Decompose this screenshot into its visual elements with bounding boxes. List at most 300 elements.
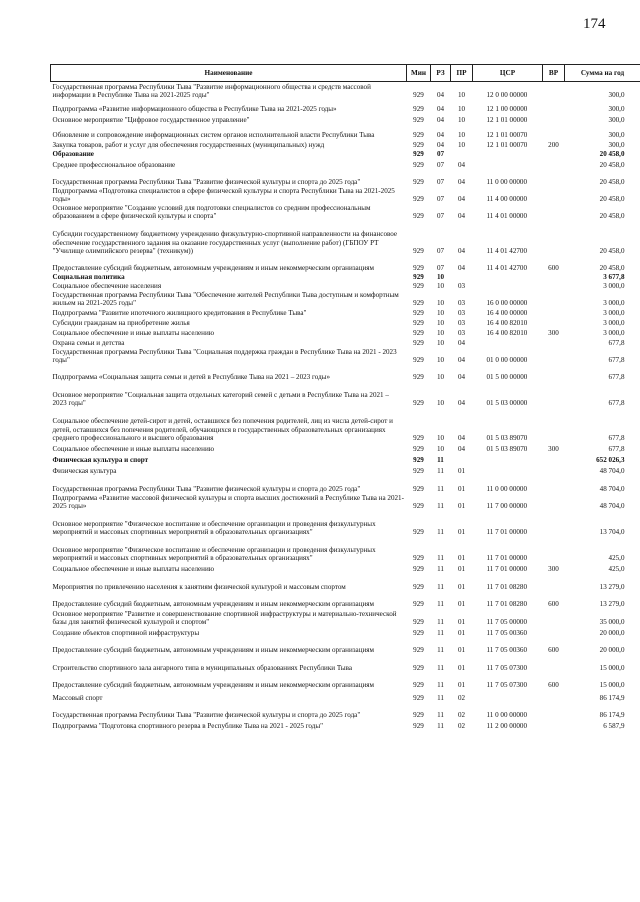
cell-min: 929 (413, 373, 424, 382)
cell-sum: 300,0 (608, 141, 625, 150)
cell-pr: 10 (457, 116, 466, 125)
cell-rz: 11 (437, 629, 444, 638)
cell-csr: 11 7 00 00000 (486, 502, 528, 511)
cell-name: Предоставление субсидий бюджетным, автономным учреждениям и иным некоммерческим организациям (52, 600, 375, 609)
cell-min: 929 (413, 485, 424, 494)
cell-name: Государственная программа Республики Тыва "Развитие физической культуры и спорта до 2025 года" (52, 485, 361, 494)
cell-sum: 20 000,0 (599, 646, 625, 655)
cell-sum: 425,0 (608, 554, 625, 563)
cell-sum: 20 458,0 (599, 150, 625, 159)
cell-pr: 01 (457, 467, 466, 476)
cell-sum: 3 677,8 (603, 273, 625, 282)
cell-name: Массовый спорт (52, 694, 103, 703)
cell-min: 929 (413, 467, 424, 476)
table-row (51, 609, 640, 627)
cell-vr (543, 159, 565, 170)
cell-rz: 07 (436, 264, 445, 273)
cell-sum: 300,0 (608, 131, 625, 140)
cell-name: Основное мероприятие "Социальная защита отдельных категорий семей с детьми в Республике Тыва на 2021 – 2023 годы" (52, 390, 389, 408)
cell-min: 929 (413, 91, 424, 100)
cell-rz: 07 (436, 247, 445, 256)
table-row (51, 592, 640, 609)
cell-vr (543, 221, 565, 256)
cell-pr: 04 (457, 434, 466, 443)
cell-name: Основное мероприятие "Физическое воспитание и обеспечение организации и проведения физкультурных мероприятий и массовых спортивных мероприятий в образовательных организациях" (52, 545, 376, 563)
cell-rz: 11 (437, 554, 444, 563)
cell-pr: 01 (457, 583, 466, 592)
cell-sum: 425,0 (608, 565, 625, 574)
cell-rz: 11 (437, 467, 444, 476)
cell-sum: 300,0 (608, 91, 625, 100)
cell-min: 929 (413, 105, 424, 114)
cell-rz: 11 (437, 583, 444, 592)
cell-name: Подпрограмма «Развитие массовой физической культуры и спорта высших достижений в Республике Тыва на 2021-2025 годы» (52, 493, 404, 511)
cell-sum: 677,8 (608, 356, 625, 365)
cell-min: 929 (413, 131, 424, 140)
cell-sum: 35 000,0 (599, 618, 625, 627)
cell-sum: 3 000,0 (603, 329, 625, 338)
cell-rz: 04 (436, 131, 445, 140)
cell-vr (543, 100, 565, 114)
cell-vr: 300 (548, 329, 559, 338)
cell-min: 929 (413, 664, 424, 673)
cell-sum: 300,0 (608, 116, 625, 125)
cell-min: 929 (413, 339, 424, 348)
cell-rz: 07 (436, 161, 445, 170)
cell-sum: 677,8 (608, 373, 625, 382)
cell-pr: 03 (457, 299, 466, 308)
cell-name: Образование (52, 150, 94, 159)
cell-sum: 20 458,0 (599, 178, 625, 187)
cell-pr: 10 (457, 105, 466, 114)
cell-csr: 11 7 05 00000 (486, 618, 528, 627)
cell-vr (543, 282, 565, 291)
cell-vr (543, 204, 565, 221)
cell-csr: 11 7 05 07300 (486, 681, 528, 690)
header-rz: РЗ (431, 65, 451, 82)
cell-min: 929 (413, 212, 424, 221)
header-vr: ВР (543, 65, 565, 82)
cell-rz: 04 (436, 116, 445, 125)
cell-name: Создание объектов спортивной инфраструктуры (52, 629, 200, 638)
cell-csr: 11 7 05 00360 (486, 629, 528, 638)
cell-min: 929 (413, 356, 424, 365)
cell-min: 929 (413, 116, 424, 125)
cell-pr: 04 (457, 373, 466, 382)
cell-name: Среднее профессиональное образование (52, 161, 176, 170)
table-body (51, 82, 640, 731)
cell-pr: 04 (457, 264, 466, 273)
table-row (51, 308, 640, 318)
cell-pr: 04 (457, 445, 466, 454)
cell-min: 929 (413, 600, 424, 609)
table-row (51, 114, 640, 125)
cell-csr: 11 7 01 00000 (486, 528, 528, 537)
cell-sum: 48 704,0 (599, 467, 625, 476)
cell-sum: 86 174,9 (599, 711, 625, 720)
header-pr: ПР (451, 65, 473, 82)
cell-sum: 20 000,0 (599, 629, 625, 638)
cell-name: Строительство спортивного зала ангарного типа в муниципальных образованиях Республики Тыва (52, 664, 352, 673)
cell-rz: 11 (437, 722, 444, 731)
cell-vr (543, 382, 565, 408)
cell-pr: 01 (457, 681, 466, 690)
header-csr: ЦСР (473, 65, 543, 82)
table-row (51, 187, 640, 204)
cell-csr: 12 1 01 00070 (486, 141, 528, 150)
cell-pr: 10 (457, 91, 466, 100)
cell-name: Государственная программа Республики Тыва "Развитие информационного общества и средств массовой информации в Республике Тыва на 2021-2025 годы" (52, 82, 371, 100)
table-row (51, 511, 640, 537)
cell-name: Государственная программа Республики Тыва "Социальная поддержка граждан в Республике Тыва на 2021 - 2023 годы" (52, 347, 397, 365)
header-min: Мин (407, 65, 431, 82)
cell-csr: 01 5 03 00000 (486, 399, 528, 408)
cell-name: Государственная программа Республики Тыва "Обеспечение жителей Республики Тыва доступным и комфортным жильем на 2021-2025 годы" (52, 290, 399, 308)
table-row (51, 673, 640, 690)
cell-csr: 11 7 01 00000 (486, 554, 528, 563)
cell-csr: 01 5 03 89070 (486, 434, 528, 443)
cell-min: 929 (413, 434, 424, 443)
cell-pr: 02 (457, 694, 466, 703)
cell-vr (543, 627, 565, 638)
cell-vr (543, 703, 565, 720)
cell-min: 929 (413, 150, 424, 159)
cell-rz: 10 (436, 356, 445, 365)
cell-csr: 11 4 00 00000 (486, 195, 528, 204)
cell-sum: 48 704,0 (599, 485, 625, 494)
table-row (51, 408, 640, 443)
cell-name: Основное мероприятие "Цифровое государственное управление" (52, 116, 250, 125)
cell-sum: 13 279,0 (599, 583, 625, 592)
table-row (51, 348, 640, 365)
cell-rz: 10 (436, 273, 445, 282)
cell-csr: 12 1 01 00000 (486, 116, 528, 125)
table-row (51, 443, 640, 454)
table-row (51, 465, 640, 476)
cell-pr: 04 (457, 178, 466, 187)
table-row (51, 170, 640, 187)
cell-pr: 01 (457, 664, 466, 673)
cell-csr (473, 273, 543, 282)
cell-name: Социальное обеспечение детей-сирот и детей, оставшихся без попечения родителей, лиц из числа детей-сирот и детей, оставшихся без попечения родителей, обучающихся в государственных образовательных организациях среднего профессионального и высшего образования (52, 417, 393, 443)
table-row (51, 328, 640, 338)
cell-pr: 10 (457, 131, 466, 140)
cell-csr: 11 0 00 00000 (486, 485, 528, 494)
cell-rz: 10 (436, 282, 445, 291)
cell-vr (543, 537, 565, 563)
cell-sum: 3 000,0 (603, 299, 625, 308)
cell-name: Подпрограмма «Социальная защита семьи и детей в Республике Тыва на 2021 – 2023 годы» (52, 373, 330, 382)
cell-pr: 01 (457, 485, 466, 494)
cell-pr: 03 (457, 282, 466, 291)
table-row (51, 655, 640, 673)
table-row (51, 204, 640, 221)
cell-csr: 11 4 01 00000 (486, 212, 528, 221)
cell-rz: 11 (437, 456, 444, 465)
cell-vr (543, 465, 565, 476)
cell-rz: 11 (437, 502, 444, 511)
cell-min: 929 (413, 583, 424, 592)
cell-pr: 01 (457, 528, 466, 537)
cell-csr: 12 1 00 00000 (486, 105, 528, 114)
cell-csr (473, 159, 543, 170)
cell-rz: 10 (436, 319, 445, 328)
cell-pr: 01 (457, 502, 466, 511)
cell-rz: 07 (436, 150, 445, 159)
cell-name: Основное мероприятие "Физическое воспитание и обеспечение организации и проведения физкультурных мероприятий и массовых спортивных мероприятий в образовательных организациях" (52, 519, 376, 537)
cell-sum: 20 458,0 (599, 212, 625, 221)
cell-rz: 10 (436, 445, 445, 454)
cell-min: 929 (413, 141, 424, 150)
cell-rz: 10 (436, 309, 445, 318)
cell-vr: 600 (548, 681, 559, 690)
cell-rz: 11 (437, 600, 444, 609)
cell-csr: 11 4 01 42700 (486, 247, 528, 256)
cell-name: Государственная программа Республики Тыва "Развитие физической культуры и спорта до 2025 года" (52, 711, 361, 720)
cell-min: 929 (413, 565, 424, 574)
table-row (51, 563, 640, 574)
cell-pr: 01 (457, 629, 466, 638)
cell-sum: 15 000,0 (599, 664, 625, 673)
cell-pr: 04 (457, 247, 466, 256)
cell-sum: 3 000,0 (603, 282, 625, 291)
cell-rz: 11 (437, 664, 444, 673)
cell-csr: 16 4 00 00000 (486, 309, 528, 318)
cell-name: Субсидии гражданам на приобретение жилья (52, 319, 190, 328)
cell-name: Обновление и сопровождение информационных систем органов исполнительной власти Республики Тыва (52, 131, 375, 140)
cell-name: Подпрограмма «Подготовка специалистов в сфере физической культуры и спорта Республики Тыва на 2021-2025 годы» (52, 186, 395, 204)
table-row (51, 338, 640, 348)
cell-name: Основное мероприятие "Развитие и совершенствование спортивной инфраструктуры и материально-технической базы для занятий физической культурой и спортом" (52, 609, 397, 627)
cell-csr: 11 7 05 07300 (486, 664, 528, 673)
cell-min: 929 (413, 399, 424, 408)
cell-rz: 04 (436, 105, 445, 114)
cell-csr: 11 0 00 00000 (486, 178, 528, 187)
page-number: 174 (583, 16, 606, 32)
cell-csr: 11 7 05 00360 (486, 646, 528, 655)
cell-rz: 11 (437, 618, 444, 627)
cell-pr: 04 (457, 399, 466, 408)
cell-min: 929 (413, 299, 424, 308)
cell-csr: 12 1 01 00070 (486, 131, 528, 140)
cell-name: Мероприятия по привлечению населения к занятиям физической культурой и массовым спортом (52, 583, 346, 592)
cell-min: 929 (413, 195, 424, 204)
cell-csr: 16 4 00 82010 (486, 319, 528, 328)
cell-min: 929 (413, 618, 424, 627)
cell-csr: 16 4 00 82010 (486, 329, 528, 338)
cell-name: Предоставление субсидий бюджетным, автономным учреждениям и иным некоммерческим организациям (52, 681, 375, 690)
cell-sum: 3 000,0 (603, 319, 625, 328)
cell-vr (543, 720, 565, 731)
cell-name: Социальное обеспечение и иные выплаты населению (52, 329, 215, 338)
table-row (51, 494, 640, 511)
cell-vr (543, 273, 565, 282)
table-row (51, 273, 640, 282)
cell-sum: 86 174,9 (599, 694, 625, 703)
cell-csr: 11 7 01 08280 (486, 583, 528, 592)
cell-sum: 677,8 (608, 434, 625, 443)
cell-vr (543, 338, 565, 348)
cell-vr (543, 291, 565, 308)
cell-sum: 20 458,0 (599, 195, 625, 204)
cell-pr (451, 150, 473, 159)
cell-vr (543, 609, 565, 627)
cell-vr (543, 655, 565, 673)
table-row (51, 703, 640, 720)
cell-vr (543, 82, 565, 100)
table-row (51, 318, 640, 328)
cell-min: 929 (413, 456, 424, 465)
cell-min: 929 (413, 554, 424, 563)
cell-vr (543, 476, 565, 494)
cell-rz: 11 (437, 646, 444, 655)
cell-rz: 10 (436, 399, 445, 408)
cell-min: 929 (413, 646, 424, 655)
cell-pr: 04 (457, 339, 466, 348)
table-row (51, 454, 640, 465)
cell-min: 929 (413, 528, 424, 537)
table-row (51, 365, 640, 382)
cell-vr (543, 114, 565, 125)
table-row (51, 150, 640, 159)
cell-vr: 200 (548, 141, 559, 150)
cell-name: Охрана семьи и детства (52, 339, 125, 348)
header-sum: Сумма на год (565, 65, 640, 82)
cell-name: Закупка товаров, работ и услуг для обеспечения государственных (муниципальных) нужд (52, 141, 325, 150)
cell-csr (473, 282, 543, 291)
cell-vr (543, 574, 565, 592)
cell-vr (543, 170, 565, 187)
table-row (51, 638, 640, 655)
table-row (51, 537, 640, 563)
cell-pr: 04 (457, 212, 466, 221)
cell-name: Предоставление субсидий бюджетным, автономным учреждениям и иным некоммерческим организациям (52, 646, 375, 655)
table-row (51, 291, 640, 308)
budget-table (50, 64, 640, 731)
cell-min: 929 (413, 722, 424, 731)
cell-name: Подпрограмма "Подготовка спортивного резерва в Республике Тыва на 2021 - 2025 годы" (52, 722, 323, 731)
cell-name: Подпрограмма «Развитие информационного общества в Республике Тыва на 2021-2025 годы» (52, 105, 337, 114)
cell-vr (543, 454, 565, 465)
cell-pr (451, 273, 473, 282)
cell-rz: 11 (437, 681, 444, 690)
cell-csr (473, 338, 543, 348)
cell-name: Физическая культура и спорт (52, 456, 149, 465)
cell-pr: 04 (457, 195, 466, 204)
cell-name: Социальная политика (52, 273, 125, 282)
cell-name: Основное мероприятие "Создание условий для подготовки специалистов со средним профессиональным образованием в сфере физической культуры и спорта" (52, 203, 371, 221)
cell-min: 929 (413, 282, 424, 291)
table-row (51, 256, 640, 273)
cell-name: Государственная программа Республики Тыва "Развитие физической культуры и спорта до 2025 года" (52, 178, 361, 187)
cell-min: 929 (413, 161, 424, 170)
table-row (51, 476, 640, 494)
cell-csr: 11 0 00 00000 (486, 711, 528, 720)
cell-vr (543, 348, 565, 365)
cell-sum: 677,8 (608, 339, 625, 348)
cell-csr: 11 4 01 42700 (486, 264, 528, 273)
cell-vr (543, 494, 565, 511)
cell-vr (543, 187, 565, 204)
cell-name: Социальное обеспечение и иные выплаты населению (52, 445, 215, 454)
cell-min: 929 (413, 502, 424, 511)
cell-min: 929 (413, 329, 424, 338)
table-row (51, 627, 640, 638)
cell-vr (543, 150, 565, 159)
cell-sum: 48 704,0 (599, 502, 625, 511)
cell-sum: 6 587,9 (603, 722, 625, 731)
cell-csr (473, 465, 543, 476)
cell-rz: 11 (437, 485, 444, 494)
cell-rz: 11 (437, 565, 444, 574)
cell-csr: 01 5 00 00000 (486, 373, 528, 382)
cell-min: 929 (413, 681, 424, 690)
cell-csr: 11 2 00 00000 (486, 722, 528, 731)
cell-csr (473, 150, 543, 159)
cell-vr (543, 365, 565, 382)
cell-sum: 20 458,0 (599, 264, 625, 273)
cell-pr: 01 (457, 565, 466, 574)
cell-pr: 01 (457, 600, 466, 609)
cell-sum: 300,0 (608, 105, 625, 114)
cell-csr: 11 7 01 08280 (486, 600, 528, 609)
cell-min: 929 (413, 319, 424, 328)
cell-pr (451, 454, 473, 465)
cell-pr: 03 (457, 309, 466, 318)
cell-rz: 11 (437, 711, 444, 720)
cell-name: Социальное обеспечение населения (52, 282, 162, 291)
table-row (51, 125, 640, 140)
cell-vr (543, 408, 565, 443)
cell-sum: 15 000,0 (599, 681, 625, 690)
cell-vr (543, 318, 565, 328)
cell-min: 929 (413, 629, 424, 638)
cell-sum: 13 279,0 (599, 600, 625, 609)
cell-sum: 13 704,0 (599, 528, 625, 537)
cell-csr (473, 690, 543, 703)
cell-sum: 20 458,0 (599, 161, 625, 170)
cell-rz: 10 (436, 373, 445, 382)
cell-name: Предоставление субсидий бюджетным, автономным учреждениям и иным некоммерческим организациям (52, 264, 375, 273)
cell-vr (543, 690, 565, 703)
table-row (51, 382, 640, 408)
cell-vr (543, 308, 565, 318)
cell-name: Субсидии государственному бюджетному учреждению физкультурно-спортивной направленности на финансовое обеспечение государственного задания на оказание государственных услуг (выполнение работ) (ГБПОУ РТ "Училище олимпийского резерва" (техникум)) (52, 230, 398, 256)
cell-pr: 02 (457, 711, 466, 720)
table-row (51, 221, 640, 256)
table-row (51, 140, 640, 150)
cell-sum: 3 000,0 (603, 309, 625, 318)
cell-pr: 03 (457, 329, 466, 338)
cell-pr: 01 (457, 646, 466, 655)
cell-min: 929 (413, 711, 424, 720)
cell-rz: 10 (436, 339, 445, 348)
cell-rz: 11 (437, 528, 444, 537)
cell-pr: 01 (457, 618, 466, 627)
cell-rz: 11 (437, 694, 444, 703)
table-row (51, 82, 640, 100)
table-header-row (51, 65, 640, 82)
cell-vr: 300 (548, 445, 559, 454)
table-row (51, 100, 640, 114)
cell-csr: 12 0 00 00000 (486, 91, 528, 100)
cell-rz: 07 (436, 212, 445, 221)
cell-vr: 600 (548, 646, 559, 655)
cell-rz: 10 (436, 434, 445, 443)
header-name: Наименование (51, 65, 407, 82)
cell-min: 929 (413, 445, 424, 454)
table-row (51, 574, 640, 592)
